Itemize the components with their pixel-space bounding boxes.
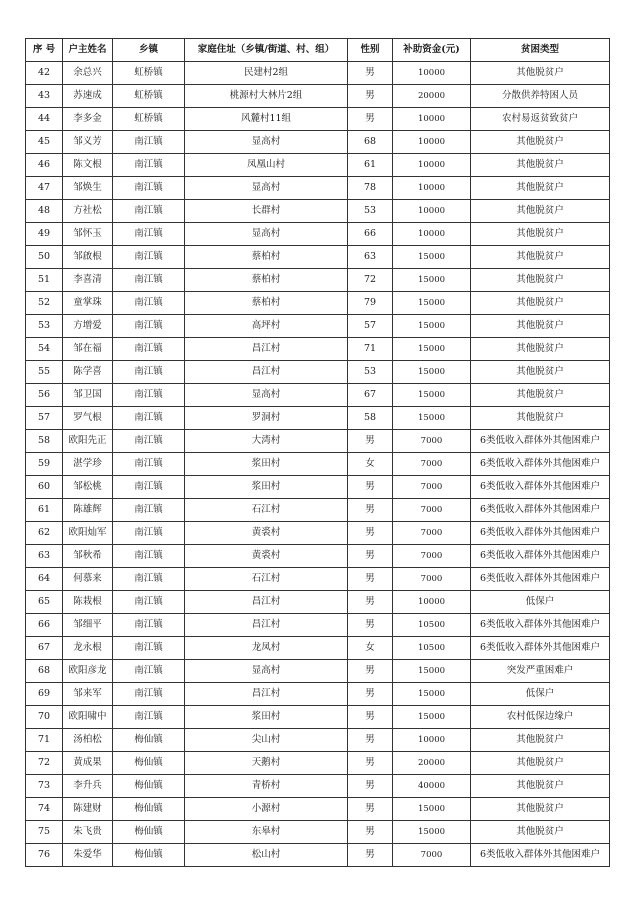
cell-poverty-type: 其他脱贫户 xyxy=(471,729,610,752)
cell-subsidy-amount: 7000 xyxy=(393,568,471,591)
cell-gender: 71 xyxy=(348,338,393,361)
cell-gender: 男 xyxy=(348,568,393,591)
cell-gender: 男 xyxy=(348,798,393,821)
cell-index: 64 xyxy=(26,568,63,591)
table-row xyxy=(26,269,610,292)
cell-gender: 男 xyxy=(348,683,393,706)
cell-householder-name: 欧阳先正 xyxy=(63,430,113,453)
subsidy-table-sheet xyxy=(25,38,609,867)
header-township: 乡镇 xyxy=(113,39,185,62)
cell-subsidy-amount: 15000 xyxy=(393,683,471,706)
header-address: 家庭住址（乡镇/街道、村、组） xyxy=(185,39,348,62)
table-row xyxy=(26,154,610,177)
cell-index: 46 xyxy=(26,154,63,177)
cell-address: 长群村 xyxy=(185,200,348,223)
cell-address: 显高村 xyxy=(185,223,348,246)
table-row xyxy=(26,177,610,200)
table-row xyxy=(26,223,610,246)
cell-subsidy-amount: 10000 xyxy=(393,200,471,223)
cell-poverty-type: 6类低收入群体外其他困难户 xyxy=(471,499,610,522)
cell-householder-name: 陈建财 xyxy=(63,798,113,821)
cell-township: 梅仙镇 xyxy=(113,798,185,821)
cell-poverty-type: 6类低收入群体外其他困难户 xyxy=(471,614,610,637)
cell-address: 桃源村大林片2组 xyxy=(185,85,348,108)
table-row xyxy=(26,499,610,522)
cell-poverty-type: 农村易返贫致贫户 xyxy=(471,108,610,131)
cell-gender: 男 xyxy=(348,706,393,729)
table-row xyxy=(26,361,610,384)
cell-subsidy-amount: 10000 xyxy=(393,108,471,131)
cell-index: 49 xyxy=(26,223,63,246)
header-householder-name: 户主姓名 xyxy=(63,39,113,62)
cell-index: 73 xyxy=(26,775,63,798)
header-poverty-type: 贫困类型 xyxy=(471,39,610,62)
table-row xyxy=(26,775,610,798)
table-header-row xyxy=(26,39,610,62)
cell-gender: 男 xyxy=(348,775,393,798)
cell-householder-name: 邹细平 xyxy=(63,614,113,637)
cell-gender: 男 xyxy=(348,108,393,131)
table-row xyxy=(26,706,610,729)
cell-address: 松山村 xyxy=(185,844,348,867)
cell-township: 南江镇 xyxy=(113,338,185,361)
table-row xyxy=(26,338,610,361)
cell-township: 南江镇 xyxy=(113,154,185,177)
cell-subsidy-amount: 10000 xyxy=(393,154,471,177)
cell-township: 梅仙镇 xyxy=(113,775,185,798)
cell-poverty-type: 其他脱贫户 xyxy=(471,315,610,338)
cell-gender: 53 xyxy=(348,361,393,384)
cell-index: 59 xyxy=(26,453,63,476)
header-gender: 性别 xyxy=(348,39,393,62)
cell-subsidy-amount: 15000 xyxy=(393,821,471,844)
table-row xyxy=(26,637,610,660)
table-row xyxy=(26,407,610,430)
cell-index: 68 xyxy=(26,660,63,683)
table-row xyxy=(26,729,610,752)
cell-poverty-type: 其他脱贫户 xyxy=(471,821,610,844)
cell-householder-name: 邹卫国 xyxy=(63,384,113,407)
cell-subsidy-amount: 10000 xyxy=(393,729,471,752)
cell-address: 大湾村 xyxy=(185,430,348,453)
cell-poverty-type: 其他脱贫户 xyxy=(471,246,610,269)
cell-township: 南江镇 xyxy=(113,591,185,614)
cell-address: 凤凰山村 xyxy=(185,154,348,177)
cell-index: 67 xyxy=(26,637,63,660)
cell-poverty-type: 其他脱贫户 xyxy=(471,752,610,775)
cell-householder-name: 陈学喜 xyxy=(63,361,113,384)
cell-poverty-type: 其他脱贫户 xyxy=(471,200,610,223)
cell-householder-name: 苏速成 xyxy=(63,85,113,108)
cell-poverty-type: 突发严重困难户 xyxy=(471,660,610,683)
cell-township: 梅仙镇 xyxy=(113,752,185,775)
cell-index: 61 xyxy=(26,499,63,522)
cell-township: 南江镇 xyxy=(113,361,185,384)
table-row xyxy=(26,384,610,407)
header-subsidy-amount: 补助资金(元) xyxy=(393,39,471,62)
cell-poverty-type: 6类低收入群体外其他困难户 xyxy=(471,430,610,453)
cell-address: 显高村 xyxy=(185,131,348,154)
cell-address: 显高村 xyxy=(185,177,348,200)
cell-gender: 女 xyxy=(348,453,393,476)
cell-gender: 男 xyxy=(348,591,393,614)
cell-householder-name: 邹义芳 xyxy=(63,131,113,154)
cell-householder-name: 李升兵 xyxy=(63,775,113,798)
table-row xyxy=(26,614,610,637)
cell-address: 罗洞村 xyxy=(185,407,348,430)
cell-gender: 男 xyxy=(348,522,393,545)
cell-subsidy-amount: 7000 xyxy=(393,499,471,522)
cell-township: 南江镇 xyxy=(113,614,185,637)
cell-poverty-type: 6类低收入群体外其他困难户 xyxy=(471,568,610,591)
cell-address: 显高村 xyxy=(185,660,348,683)
cell-subsidy-amount: 10500 xyxy=(393,614,471,637)
cell-index: 71 xyxy=(26,729,63,752)
cell-township: 梅仙镇 xyxy=(113,844,185,867)
cell-householder-name: 朱爱华 xyxy=(63,844,113,867)
table-row xyxy=(26,476,610,499)
cell-address: 石江村 xyxy=(185,499,348,522)
cell-subsidy-amount: 15000 xyxy=(393,706,471,729)
cell-poverty-type: 6类低收入群体外其他困难户 xyxy=(471,522,610,545)
cell-township: 虹桥镇 xyxy=(113,108,185,131)
cell-township: 南江镇 xyxy=(113,246,185,269)
cell-poverty-type: 其他脱贫户 xyxy=(471,154,610,177)
cell-householder-name: 邹秋希 xyxy=(63,545,113,568)
table-row xyxy=(26,591,610,614)
cell-address: 黄裘村 xyxy=(185,545,348,568)
cell-gender: 男 xyxy=(348,614,393,637)
cell-address: 天鹅村 xyxy=(185,752,348,775)
cell-subsidy-amount: 15000 xyxy=(393,798,471,821)
table-row xyxy=(26,315,610,338)
cell-address: 浆田村 xyxy=(185,706,348,729)
table-row xyxy=(26,545,610,568)
cell-poverty-type: 其他脱贫户 xyxy=(471,269,610,292)
cell-address: 蔡柏村 xyxy=(185,269,348,292)
cell-index: 63 xyxy=(26,545,63,568)
cell-householder-name: 李多金 xyxy=(63,108,113,131)
cell-gender: 男 xyxy=(348,499,393,522)
cell-township: 南江镇 xyxy=(113,637,185,660)
cell-householder-name: 邹焕生 xyxy=(63,177,113,200)
table-row xyxy=(26,522,610,545)
cell-township: 南江镇 xyxy=(113,177,185,200)
cell-index: 60 xyxy=(26,476,63,499)
cell-township: 南江镇 xyxy=(113,269,185,292)
table-row xyxy=(26,453,610,476)
cell-gender: 男 xyxy=(348,844,393,867)
cell-poverty-type: 其他脱贫户 xyxy=(471,292,610,315)
cell-township: 南江镇 xyxy=(113,315,185,338)
cell-township: 南江镇 xyxy=(113,200,185,223)
cell-poverty-type: 其他脱贫户 xyxy=(471,177,610,200)
cell-gender: 男 xyxy=(348,821,393,844)
cell-subsidy-amount: 10000 xyxy=(393,131,471,154)
cell-index: 66 xyxy=(26,614,63,637)
cell-subsidy-amount: 15000 xyxy=(393,292,471,315)
cell-subsidy-amount: 20000 xyxy=(393,85,471,108)
cell-poverty-type: 其他脱贫户 xyxy=(471,775,610,798)
cell-address: 昌江村 xyxy=(185,338,348,361)
cell-householder-name: 邹在福 xyxy=(63,338,113,361)
cell-subsidy-amount: 7000 xyxy=(393,453,471,476)
cell-poverty-type: 其他脱贫户 xyxy=(471,384,610,407)
cell-householder-name: 黄成果 xyxy=(63,752,113,775)
cell-index: 55 xyxy=(26,361,63,384)
table-row xyxy=(26,798,610,821)
cell-index: 75 xyxy=(26,821,63,844)
cell-gender: 男 xyxy=(348,752,393,775)
cell-subsidy-amount: 10500 xyxy=(393,637,471,660)
cell-householder-name: 童掌珠 xyxy=(63,292,113,315)
cell-subsidy-amount: 7000 xyxy=(393,430,471,453)
cell-township: 虹桥镇 xyxy=(113,62,185,85)
cell-householder-name: 李喜清 xyxy=(63,269,113,292)
cell-subsidy-amount: 7000 xyxy=(393,545,471,568)
table-row xyxy=(26,246,610,269)
cell-index: 54 xyxy=(26,338,63,361)
cell-index: 69 xyxy=(26,683,63,706)
cell-householder-name: 欧阳彦龙 xyxy=(63,660,113,683)
cell-township: 南江镇 xyxy=(113,384,185,407)
subsidy-table xyxy=(25,38,610,867)
cell-householder-name: 邹松桃 xyxy=(63,476,113,499)
cell-gender: 63 xyxy=(348,246,393,269)
cell-address: 黄裘村 xyxy=(185,522,348,545)
cell-householder-name: 余总兴 xyxy=(63,62,113,85)
cell-subsidy-amount: 10000 xyxy=(393,62,471,85)
cell-address: 高坪村 xyxy=(185,315,348,338)
cell-index: 45 xyxy=(26,131,63,154)
cell-address: 民建村2组 xyxy=(185,62,348,85)
cell-householder-name: 陈文根 xyxy=(63,154,113,177)
cell-gender: 78 xyxy=(348,177,393,200)
cell-address: 昌江村 xyxy=(185,361,348,384)
cell-address: 蔡柏村 xyxy=(185,246,348,269)
cell-subsidy-amount: 15000 xyxy=(393,660,471,683)
cell-gender: 72 xyxy=(348,269,393,292)
cell-poverty-type: 其他脱贫户 xyxy=(471,338,610,361)
cell-householder-name: 陈雄辉 xyxy=(63,499,113,522)
cell-subsidy-amount: 15000 xyxy=(393,384,471,407)
cell-poverty-type: 6类低收入群体外其他困难户 xyxy=(471,637,610,660)
cell-gender: 67 xyxy=(348,384,393,407)
cell-subsidy-amount: 15000 xyxy=(393,315,471,338)
cell-index: 43 xyxy=(26,85,63,108)
cell-index: 48 xyxy=(26,200,63,223)
cell-township: 南江镇 xyxy=(113,430,185,453)
cell-subsidy-amount: 15000 xyxy=(393,269,471,292)
table-row xyxy=(26,683,610,706)
cell-address: 昌江村 xyxy=(185,683,348,706)
table-row xyxy=(26,85,610,108)
cell-index: 42 xyxy=(26,62,63,85)
cell-address: 蔡柏村 xyxy=(185,292,348,315)
cell-householder-name: 陈栽根 xyxy=(63,591,113,614)
cell-poverty-type: 其他脱贫户 xyxy=(471,798,610,821)
cell-poverty-type: 低保户 xyxy=(471,683,610,706)
cell-gender: 男 xyxy=(348,85,393,108)
cell-index: 50 xyxy=(26,246,63,269)
table-row xyxy=(26,292,610,315)
cell-gender: 61 xyxy=(348,154,393,177)
header-index: 序 号 xyxy=(26,39,63,62)
table-row xyxy=(26,131,610,154)
cell-address: 浆田村 xyxy=(185,476,348,499)
cell-index: 47 xyxy=(26,177,63,200)
cell-township: 南江镇 xyxy=(113,453,185,476)
cell-gender: 男 xyxy=(348,62,393,85)
cell-township: 南江镇 xyxy=(113,706,185,729)
cell-township: 南江镇 xyxy=(113,292,185,315)
cell-householder-name: 欧阳啸中 xyxy=(63,706,113,729)
cell-gender: 66 xyxy=(348,223,393,246)
table-row xyxy=(26,844,610,867)
cell-township: 南江镇 xyxy=(113,407,185,430)
cell-poverty-type: 其他脱贫户 xyxy=(471,131,610,154)
cell-index: 53 xyxy=(26,315,63,338)
table-row xyxy=(26,62,610,85)
cell-poverty-type: 其他脱贫户 xyxy=(471,223,610,246)
cell-index: 74 xyxy=(26,798,63,821)
cell-gender: 57 xyxy=(348,315,393,338)
table-row xyxy=(26,752,610,775)
cell-township: 南江镇 xyxy=(113,476,185,499)
cell-subsidy-amount: 10000 xyxy=(393,177,471,200)
cell-subsidy-amount: 15000 xyxy=(393,407,471,430)
cell-index: 62 xyxy=(26,522,63,545)
table-row xyxy=(26,821,610,844)
cell-index: 57 xyxy=(26,407,63,430)
cell-address: 尖山村 xyxy=(185,729,348,752)
cell-subsidy-amount: 40000 xyxy=(393,775,471,798)
cell-township: 南江镇 xyxy=(113,499,185,522)
cell-address: 小源村 xyxy=(185,798,348,821)
cell-index: 44 xyxy=(26,108,63,131)
cell-index: 56 xyxy=(26,384,63,407)
cell-householder-name: 湛学珍 xyxy=(63,453,113,476)
cell-address: 显高村 xyxy=(185,384,348,407)
cell-subsidy-amount: 7000 xyxy=(393,844,471,867)
cell-householder-name: 龙永根 xyxy=(63,637,113,660)
table-row xyxy=(26,568,610,591)
cell-poverty-type: 低保户 xyxy=(471,591,610,614)
cell-gender: 79 xyxy=(348,292,393,315)
cell-gender: 68 xyxy=(348,131,393,154)
cell-poverty-type: 6类低收入群体外其他困难户 xyxy=(471,476,610,499)
cell-index: 65 xyxy=(26,591,63,614)
cell-householder-name: 罗气根 xyxy=(63,407,113,430)
cell-address: 龙凤村 xyxy=(185,637,348,660)
cell-township: 南江镇 xyxy=(113,568,185,591)
table-row xyxy=(26,200,610,223)
cell-subsidy-amount: 7000 xyxy=(393,522,471,545)
cell-poverty-type: 其他脱贫户 xyxy=(471,407,610,430)
cell-householder-name: 邹啟根 xyxy=(63,246,113,269)
cell-poverty-type: 6类低收入群体外其他困难户 xyxy=(471,844,610,867)
cell-index: 52 xyxy=(26,292,63,315)
cell-gender: 男 xyxy=(348,430,393,453)
cell-address: 青桥村 xyxy=(185,775,348,798)
cell-subsidy-amount: 15000 xyxy=(393,338,471,361)
cell-address: 浆田村 xyxy=(185,453,348,476)
cell-township: 南江镇 xyxy=(113,223,185,246)
table-row xyxy=(26,430,610,453)
cell-township: 梅仙镇 xyxy=(113,821,185,844)
cell-householder-name: 欧阳灿军 xyxy=(63,522,113,545)
cell-address: 东皋村 xyxy=(185,821,348,844)
cell-index: 70 xyxy=(26,706,63,729)
table-body xyxy=(26,62,610,867)
cell-poverty-type: 6类低收入群体外其他困难户 xyxy=(471,545,610,568)
cell-address: 风麓村11组 xyxy=(185,108,348,131)
cell-gender: 男 xyxy=(348,729,393,752)
cell-subsidy-amount: 10000 xyxy=(393,223,471,246)
cell-householder-name: 邹怀玉 xyxy=(63,223,113,246)
cell-address: 昌江村 xyxy=(185,614,348,637)
cell-subsidy-amount: 7000 xyxy=(393,476,471,499)
cell-gender: 男 xyxy=(348,545,393,568)
cell-poverty-type: 其他脱贫户 xyxy=(471,62,610,85)
cell-householder-name: 汤柏松 xyxy=(63,729,113,752)
cell-subsidy-amount: 15000 xyxy=(393,246,471,269)
cell-gender: 53 xyxy=(348,200,393,223)
cell-township: 南江镇 xyxy=(113,131,185,154)
cell-township: 南江镇 xyxy=(113,545,185,568)
cell-index: 58 xyxy=(26,430,63,453)
cell-householder-name: 邹来军 xyxy=(63,683,113,706)
table-row xyxy=(26,660,610,683)
cell-householder-name: 方社松 xyxy=(63,200,113,223)
cell-index: 76 xyxy=(26,844,63,867)
cell-subsidy-amount: 10000 xyxy=(393,591,471,614)
cell-poverty-type: 农村低保边缘户 xyxy=(471,706,610,729)
cell-township: 南江镇 xyxy=(113,660,185,683)
cell-index: 51 xyxy=(26,269,63,292)
cell-township: 虹桥镇 xyxy=(113,85,185,108)
cell-householder-name: 朱飞贵 xyxy=(63,821,113,844)
cell-subsidy-amount: 20000 xyxy=(393,752,471,775)
cell-township: 南江镇 xyxy=(113,683,185,706)
cell-gender: 男 xyxy=(348,660,393,683)
cell-subsidy-amount: 15000 xyxy=(393,361,471,384)
cell-gender: 58 xyxy=(348,407,393,430)
cell-address: 昌江村 xyxy=(185,591,348,614)
cell-poverty-type: 其他脱贫户 xyxy=(471,361,610,384)
table-row xyxy=(26,108,610,131)
cell-township: 南江镇 xyxy=(113,522,185,545)
cell-householder-name: 方增爱 xyxy=(63,315,113,338)
cell-township: 梅仙镇 xyxy=(113,729,185,752)
cell-poverty-type: 分散供养特困人员 xyxy=(471,85,610,108)
cell-householder-name: 何慕来 xyxy=(63,568,113,591)
cell-address: 石江村 xyxy=(185,568,348,591)
cell-index: 72 xyxy=(26,752,63,775)
cell-poverty-type: 6类低收入群体外其他困难户 xyxy=(471,453,610,476)
cell-gender: 女 xyxy=(348,637,393,660)
cell-gender: 男 xyxy=(348,476,393,499)
